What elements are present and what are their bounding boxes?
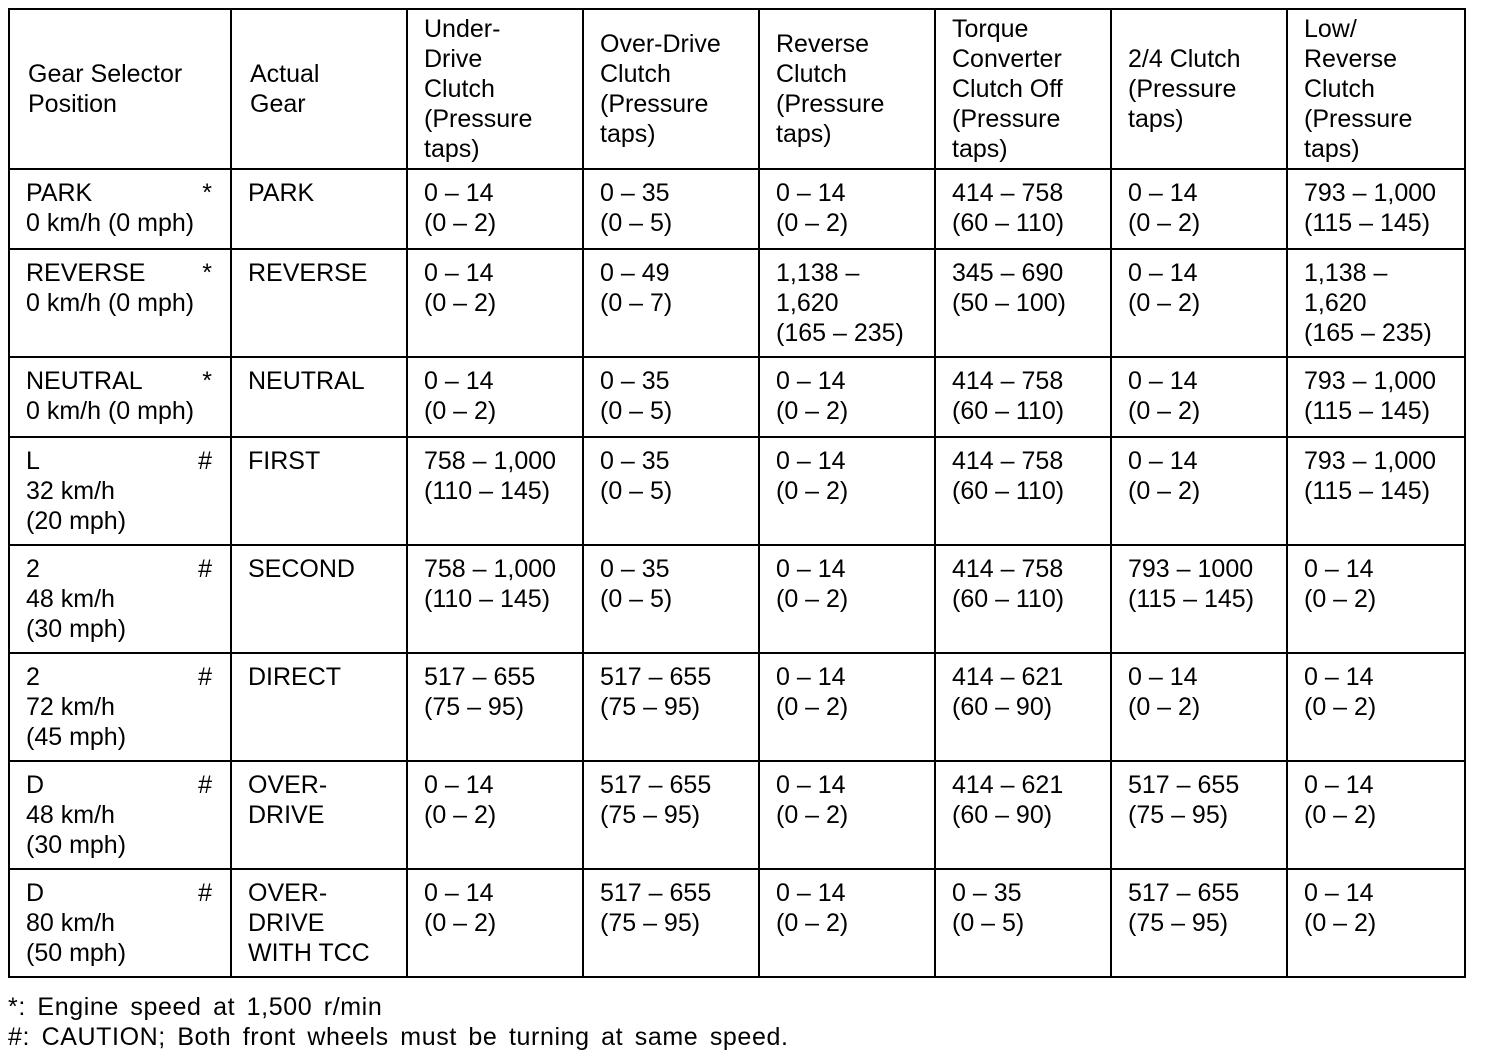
- cell-actual-gear: REVERSE: [231, 249, 407, 357]
- cell-actual-gear: OVER- DRIVE: [231, 761, 407, 869]
- header-2-4-clutch: 2/4 Clutch (Pressure taps): [1111, 9, 1287, 169]
- position-text: D 80 km/h (50 mph): [26, 879, 127, 967]
- cell-tcc-off: 414 – 758 (60 – 110): [935, 545, 1111, 653]
- cell-underdrive-clutch: 0 – 14 (0 – 2): [407, 249, 583, 357]
- cell-reverse-clutch: 1,138 – 1,620 (165 – 235): [759, 249, 935, 357]
- cell-low-reverse-clutch: 1,138 – 1,620 (165 – 235): [1287, 249, 1465, 357]
- footnote-mark: #: [198, 663, 212, 691]
- cell-underdrive-clutch: 0 – 14 (0 – 2): [407, 869, 583, 977]
- cell-overdrive-clutch: 0 – 49 (0 – 7): [583, 249, 759, 357]
- cell-reverse-clutch: 0 – 14 (0 – 2): [759, 169, 935, 249]
- cell-tcc-off: 0 – 35 (0 – 5): [935, 869, 1111, 977]
- cell-overdrive-clutch: 0 – 35 (0 – 5): [583, 437, 759, 545]
- cell-tcc-off: 414 – 758 (60 – 110): [935, 169, 1111, 249]
- footnote-asterisk: *: Engine speed at 1,500 r/min: [8, 993, 383, 1021]
- position-text: L 32 km/h (20 mph): [26, 447, 127, 535]
- cell-low-reverse-clutch: 0 – 14 (0 – 2): [1287, 653, 1465, 761]
- cell-2-4-clutch: 0 – 14 (0 – 2): [1111, 249, 1287, 357]
- header-overdrive-clutch: Over-Drive Clutch (Pressure taps): [583, 9, 759, 169]
- footnote-mark: #: [198, 447, 212, 475]
- footnote-hash-caution: #: CAUTION; Both front wheels must be turning at same speed.: [8, 1023, 789, 1051]
- footnote-mark: #: [198, 771, 212, 799]
- cell-reverse-clutch: 0 – 14 (0 – 2): [759, 545, 935, 653]
- table-row: [9, 249, 1465, 357]
- cell-2-4-clutch: 793 – 1000 (115 – 145): [1111, 545, 1287, 653]
- cell-reverse-clutch: 0 – 14 (0 – 2): [759, 357, 935, 437]
- cell-low-reverse-clutch: 0 – 14 (0 – 2): [1287, 869, 1465, 977]
- position-text: D 48 km/h (30 mph): [26, 771, 127, 859]
- cell-tcc-off: 414 – 621 (60 – 90): [935, 761, 1111, 869]
- header-underdrive-clutch: Under- Drive Clutch (Pressure taps): [407, 9, 583, 169]
- cell-underdrive-clutch: 758 – 1,000 (110 – 145): [407, 437, 583, 545]
- cell-underdrive-clutch: 0 – 14 (0 – 2): [407, 761, 583, 869]
- cell-2-4-clutch: 517 – 655 (75 – 95): [1111, 869, 1287, 977]
- cell-2-4-clutch: 0 – 14 (0 – 2): [1111, 357, 1287, 437]
- cell-gear-selector-position: [9, 437, 231, 545]
- footnote-mark: *: [202, 367, 212, 395]
- cell-gear-selector-position: [9, 357, 231, 437]
- cell-actual-gear: OVER- DRIVE WITH TCC: [231, 869, 407, 977]
- cell-2-4-clutch: 0 – 14 (0 – 2): [1111, 653, 1287, 761]
- cell-overdrive-clutch: 517 – 655 (75 – 95): [583, 869, 759, 977]
- footnote-mark: *: [202, 259, 212, 287]
- table-row: [9, 869, 1465, 977]
- table-row: [9, 653, 1465, 761]
- table-header-row: [9, 9, 1465, 169]
- cell-gear-selector-position: [9, 653, 231, 761]
- table-row: [9, 545, 1465, 653]
- position-text: 2 48 km/h (30 mph): [26, 555, 127, 643]
- header-torque-converter-clutch-off: Torque Converter Clutch Off (Pressure taps): [935, 9, 1111, 169]
- header-low-reverse-clutch: Low/ Reverse Clutch (Pressure taps): [1287, 9, 1465, 169]
- cell-overdrive-clutch: 517 – 655 (75 – 95): [583, 653, 759, 761]
- table-row: [9, 357, 1465, 437]
- cell-tcc-off: 345 – 690 (50 – 100): [935, 249, 1111, 357]
- cell-overdrive-clutch: 0 – 35 (0 – 5): [583, 169, 759, 249]
- cell-tcc-off: 414 – 621 (60 – 90): [935, 653, 1111, 761]
- cell-overdrive-clutch: 0 – 35 (0 – 5): [583, 357, 759, 437]
- table-row: [9, 169, 1465, 249]
- cell-low-reverse-clutch: 0 – 14 (0 – 2): [1287, 545, 1465, 653]
- position-text: PARK 0 km/h (0 mph): [26, 179, 195, 237]
- cell-gear-selector-position: [9, 869, 231, 977]
- table-row: [9, 761, 1465, 869]
- cell-underdrive-clutch: 517 – 655 (75 – 95): [407, 653, 583, 761]
- footnote-mark: #: [198, 879, 212, 907]
- header-gear-selector-position: Gear Selector Position: [9, 9, 231, 169]
- cell-low-reverse-clutch: 793 – 1,000 (115 – 145): [1287, 169, 1465, 249]
- cell-underdrive-clutch: 758 – 1,000 (110 – 145): [407, 545, 583, 653]
- cell-reverse-clutch: 0 – 14 (0 – 2): [759, 869, 935, 977]
- cell-2-4-clutch: 0 – 14 (0 – 2): [1111, 169, 1287, 249]
- position-text: NEUTRAL 0 km/h (0 mph): [26, 367, 195, 425]
- footnote-mark: *: [202, 179, 212, 207]
- cell-actual-gear: SECOND: [231, 545, 407, 653]
- cell-actual-gear: NEUTRAL: [231, 357, 407, 437]
- cell-low-reverse-clutch: 793 – 1,000 (115 – 145): [1287, 357, 1465, 437]
- cell-reverse-clutch: 0 – 14 (0 – 2): [759, 437, 935, 545]
- cell-gear-selector-position: [9, 545, 231, 653]
- cell-underdrive-clutch: 0 – 14 (0 – 2): [407, 357, 583, 437]
- cell-low-reverse-clutch: 0 – 14 (0 – 2): [1287, 761, 1465, 869]
- cell-overdrive-clutch: 517 – 655 (75 – 95): [583, 761, 759, 869]
- cell-actual-gear: FIRST: [231, 437, 407, 545]
- hydraulic-pressure-table: [8, 8, 1466, 978]
- cell-gear-selector-position: [9, 169, 231, 249]
- pressure-spec-sheet: [8, 8, 1464, 978]
- header-actual-gear: Actual Gear: [231, 9, 407, 169]
- cell-2-4-clutch: 0 – 14 (0 – 2): [1111, 437, 1287, 545]
- cell-reverse-clutch: 0 – 14 (0 – 2): [759, 761, 935, 869]
- table-row: [9, 437, 1465, 545]
- position-text: REVERSE 0 km/h (0 mph): [26, 259, 195, 317]
- cell-actual-gear: DIRECT: [231, 653, 407, 761]
- cell-underdrive-clutch: 0 – 14 (0 – 2): [407, 169, 583, 249]
- cell-low-reverse-clutch: 793 – 1,000 (115 – 145): [1287, 437, 1465, 545]
- cell-overdrive-clutch: 0 – 35 (0 – 5): [583, 545, 759, 653]
- position-text: 2 72 km/h (45 mph): [26, 663, 127, 751]
- cell-gear-selector-position: [9, 761, 231, 869]
- header-reverse-clutch: Reverse Clutch (Pressure taps): [759, 9, 935, 169]
- cell-tcc-off: 414 – 758 (60 – 110): [935, 437, 1111, 545]
- cell-gear-selector-position: [9, 249, 231, 357]
- cell-2-4-clutch: 517 – 655 (75 – 95): [1111, 761, 1287, 869]
- cell-reverse-clutch: 0 – 14 (0 – 2): [759, 653, 935, 761]
- cell-tcc-off: 414 – 758 (60 – 110): [935, 357, 1111, 437]
- footnote-mark: #: [198, 555, 212, 583]
- cell-actual-gear: PARK: [231, 169, 407, 249]
- footnotes: [8, 992, 1464, 1052]
